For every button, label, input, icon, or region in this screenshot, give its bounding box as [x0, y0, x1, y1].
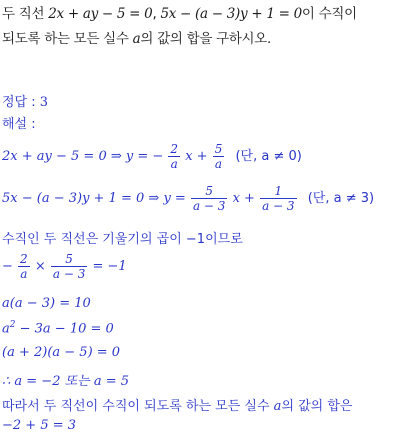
question-text: 의 값의 합을 구하시오. [140, 31, 272, 47]
slope-product-statement: 수직인 두 직선은 기울기의 곱이 −1이므로 [2, 232, 243, 247]
answer-value: 3 [39, 95, 49, 110]
fraction-numerator: 2 [170, 142, 179, 156]
line2-mid: x + [232, 191, 255, 206]
factored-equation: (a + 2)(a − 5) = 0 [2, 345, 121, 360]
fraction-denominator: a − 3 [262, 199, 295, 213]
line1-mid: x + [185, 149, 208, 164]
fraction-numerator: 2 [20, 252, 28, 266]
fraction [260, 184, 296, 213]
solution-line-10 [2, 418, 76, 433]
question-text: 두 직선 [2, 6, 49, 22]
solution-line-3 [2, 228, 243, 247]
conclusion-text: 따라서 두 직선이 수직이 되도록 하는 모든 실수 [2, 399, 274, 414]
fraction-numerator: 5 [191, 184, 227, 199]
solution-line-5 [2, 296, 91, 311]
equation-step: a(a − 3) = 10 [2, 296, 91, 311]
equation-1: 2x + ay − 5 = 0 [48, 6, 153, 22]
fraction [213, 142, 225, 171]
conclusion-text: 의 값의 합은 [281, 399, 353, 414]
minus-sign: − [2, 259, 13, 274]
solution-label [2, 113, 36, 132]
fraction [18, 252, 30, 281]
condition-note: (단, a ≠ 0) [235, 149, 302, 164]
fraction-denominator: a − 3 [192, 199, 226, 213]
fraction-denominator: a [170, 157, 178, 171]
solution-line-4 [2, 252, 127, 281]
solution-line-7 [2, 345, 120, 360]
condition-note: (단, a ≠ 3) [307, 191, 375, 206]
fraction-denominator: a − 3 [52, 267, 86, 281]
question-line-2 [2, 27, 271, 47]
exponent: 2 [9, 320, 16, 330]
fraction [51, 252, 87, 281]
separator: , [152, 6, 161, 22]
answer-line [2, 91, 48, 110]
question-text: 이 수직이 [301, 6, 357, 22]
solution-line-8 [2, 370, 129, 389]
fraction-numerator: 5 [214, 142, 223, 156]
fraction [168, 142, 180, 171]
question-line-1 [2, 2, 357, 22]
fraction [191, 184, 227, 213]
fraction-denominator: a [20, 267, 28, 281]
solution-label-text: 해설 : [2, 117, 36, 132]
answer-label: 정답 : [2, 95, 40, 110]
variable-a: a [273, 399, 282, 414]
solution-line-2 [2, 184, 374, 213]
variable-a: a [132, 31, 141, 47]
equals-minus-one: = −1 [92, 259, 127, 274]
solution-line-1 [2, 142, 302, 171]
fraction-denominator: a [214, 157, 223, 171]
solution-line-9 [2, 395, 353, 414]
question-text: 되도록 하는 모든 실수 [2, 31, 133, 47]
times-sign: × [34, 259, 46, 274]
roots-statement: ∴ a = −2 또는 a = 5 [2, 374, 130, 389]
final-sum: −2 + 5 = 3 [2, 418, 77, 433]
solution-line-6 [2, 320, 114, 336]
equation-2: 5x − (a − 3)y + 1 = 0 [160, 6, 302, 22]
equation-step-var: a [2, 321, 10, 337]
equation-step-rest: − 3a − 10 = 0 [15, 321, 114, 337]
line2-equation: 5x − (a − 3)y + 1 = 0 ⇒ y = [2, 191, 186, 206]
line1-equation: 2x + ay − 5 = 0 ⇒ y = − [2, 149, 164, 164]
fraction-numerator: 5 [51, 252, 87, 267]
fraction-numerator: 1 [260, 184, 296, 199]
